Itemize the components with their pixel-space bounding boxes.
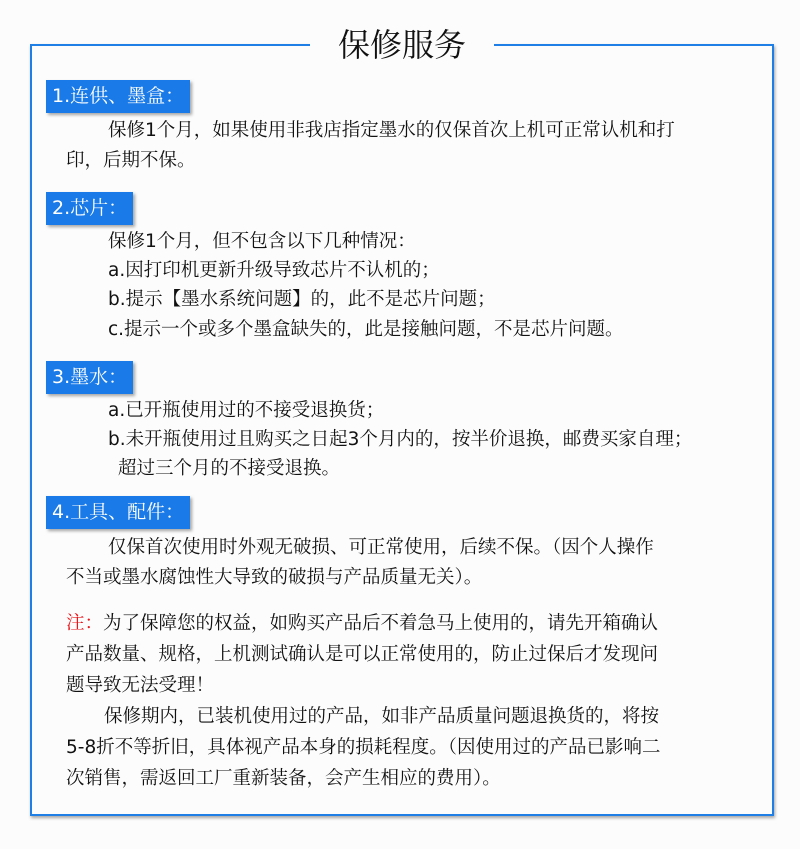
text-line: 保修1个月，但不包含以下几种情况： [108, 231, 416, 252]
section-heading-cartridge: 1.连供、墨盒： [46, 80, 190, 113]
text-line: a.因打印机更新升级导致芯片不认机的； [108, 260, 440, 281]
note-line: 次销售，需返回工厂重新装备，会产生相应的费用）。 [66, 768, 501, 789]
note-label: 注： [66, 613, 104, 634]
section-heading-tools: 4.工具、配件： [46, 496, 190, 529]
text-line: c.提示一个或多个墨盒缺失的，此是接触问题，不是芯片问题。 [108, 319, 624, 340]
text-line: b.未开瓶使用过且购买之日起3个月内的，按半价退换，邮费买家自理； [108, 429, 693, 450]
section-heading-ink: 3.墨水： [46, 361, 133, 394]
note-line: 产品数量、规格，上机测试确认是可以正常使用的，防止过保后才发现问 [66, 644, 659, 665]
text-line: 仅保首次使用时外观无破损、可正常使用，后续不保。（因个人操作 [108, 537, 654, 558]
note-text: 为了保障您的权益，如购买产品后不着急马上使用的，请先开箱确认 [103, 613, 659, 634]
note-line: 保修期内，已装机使用过的产品，如非产品质量问题退换货的，将按 [104, 706, 660, 727]
note-line: 题导致无法受理！ [66, 675, 215, 696]
text-line: 不当或墨水腐蚀性大导致的破损与产品质量无关）。 [66, 567, 483, 588]
note-line [66, 610, 658, 638]
section-heading-chip: 2.芯片： [46, 192, 133, 225]
note-line: 5-8折不等折旧，具体视产品本身的损耗程度。（因使用过的产品已影响二 [66, 737, 661, 758]
text-line: 印，后期不保。 [66, 150, 196, 171]
text-line: a.已开瓶使用过的不接受退换货； [108, 400, 385, 421]
text-line: 超过三个月的不接受退换。 [118, 458, 341, 479]
text-line: b.提示【墨水系统问题】的，此不是芯片问题； [108, 289, 496, 310]
text-line: 保修1个月，如果使用非我店指定墨水的仅保首次上机可正常认机和打 [108, 120, 675, 141]
page-title: 保修服务 [310, 22, 494, 68]
